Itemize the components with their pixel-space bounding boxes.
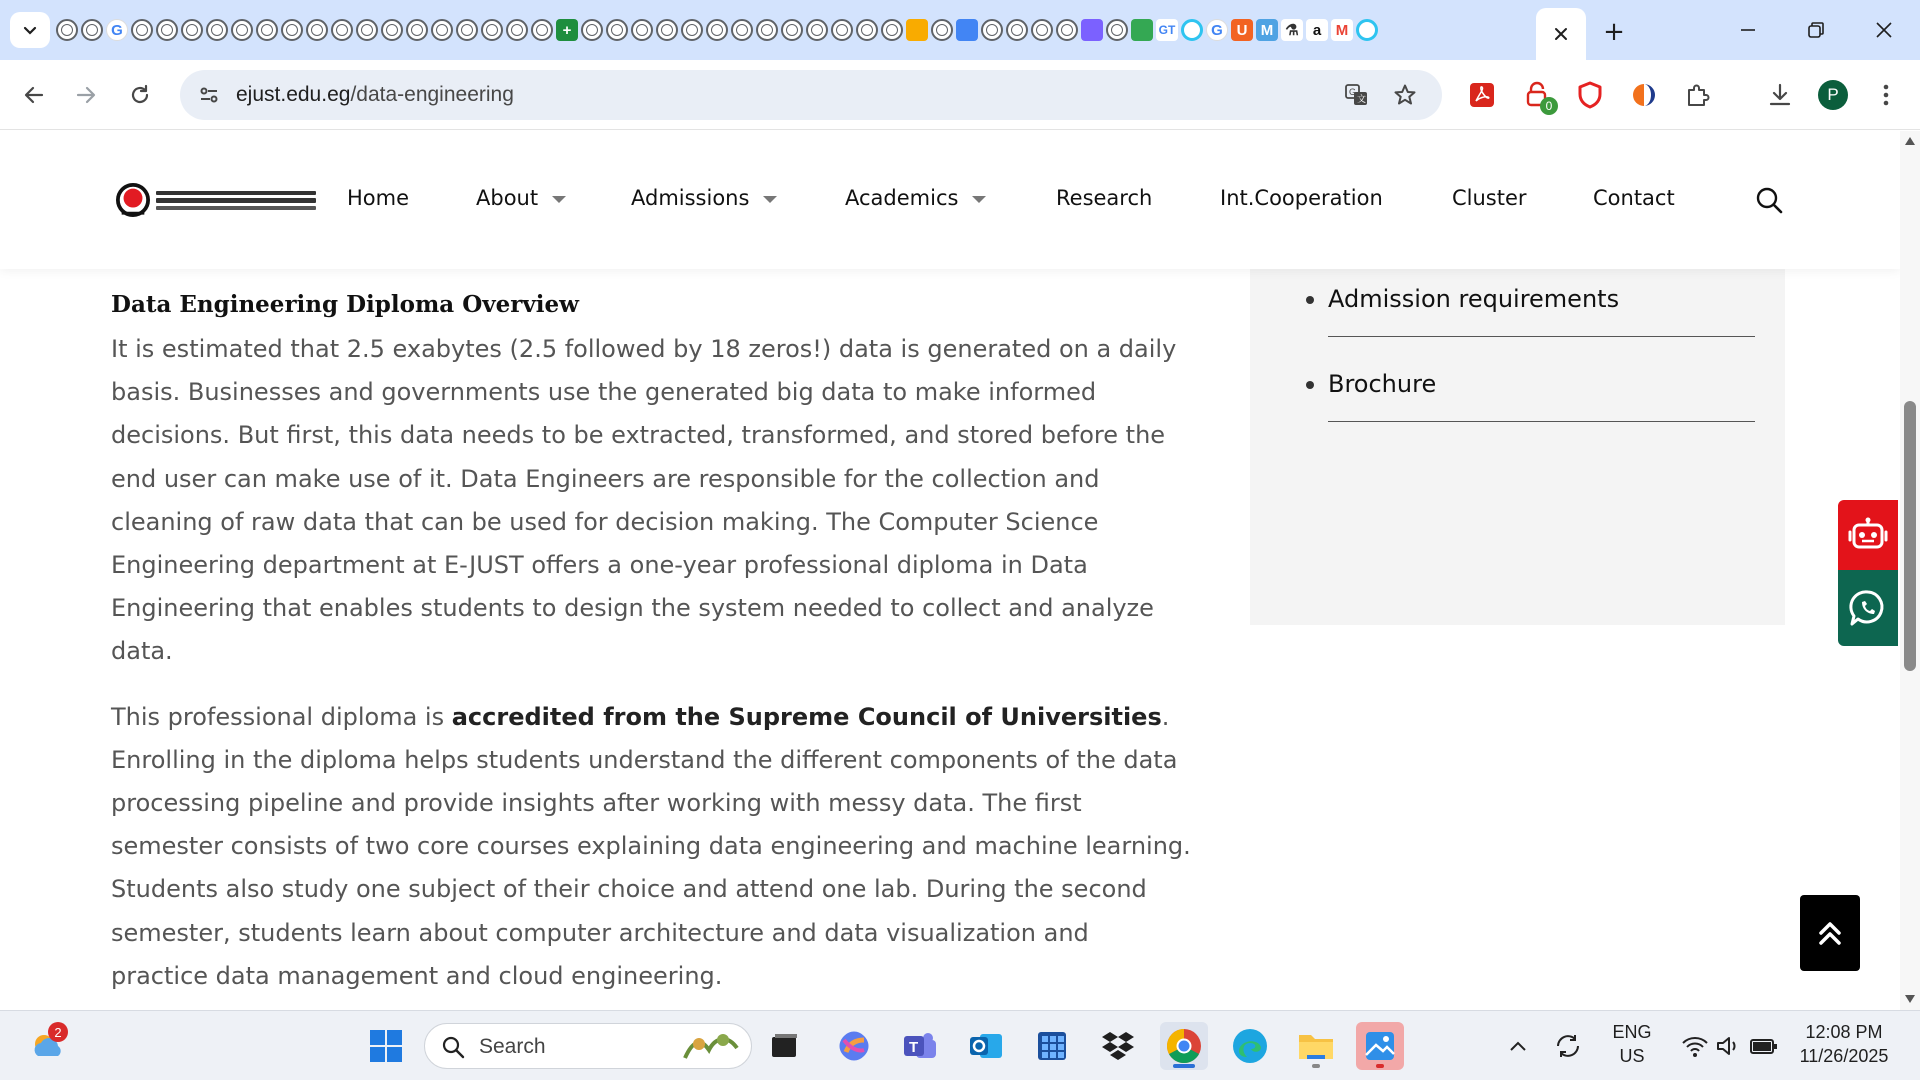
bookmark-star-icon[interactable]	[1390, 80, 1420, 110]
close-icon	[1875, 21, 1893, 39]
chevron-down-icon	[972, 196, 986, 203]
nav-research[interactable]	[1056, 186, 1152, 210]
tab-favicon-globe[interactable]	[456, 19, 478, 41]
nav-label: About	[476, 186, 539, 210]
tab-favicon-google[interactable]: G	[106, 19, 128, 41]
sidebar-link-label: Brochure	[1328, 370, 1437, 398]
tab-favicon-globe[interactable]	[206, 19, 228, 41]
calculator-app[interactable]	[1028, 1022, 1076, 1070]
tab-favicon-globe[interactable]	[431, 19, 453, 41]
teams-icon	[902, 1028, 938, 1064]
scrollbar-thumb[interactable]	[1904, 401, 1916, 671]
clock-date: 11/26/2025	[1799, 1046, 1889, 1066]
language-code: ENG	[1612, 1022, 1652, 1042]
nav-admissions[interactable]	[631, 186, 777, 210]
site-info-icon[interactable]	[194, 80, 224, 110]
sidebar-link-label: Admission requirements	[1328, 285, 1620, 313]
windows-taskbar	[0, 1010, 1920, 1080]
edge-app[interactable]	[1226, 1022, 1274, 1070]
tab-favicon-globe[interactable]	[831, 19, 853, 41]
wifi-icon	[1681, 1034, 1709, 1058]
chevron-down-icon	[552, 196, 566, 203]
close-tab-icon[interactable]	[1553, 26, 1569, 42]
overview-paragraph-2	[111, 696, 1191, 998]
arrow-left-icon	[23, 84, 45, 106]
url-text[interactable]	[236, 83, 514, 107]
back-button[interactable]	[14, 75, 54, 115]
tab-favicon-globe[interactable]	[856, 19, 878, 41]
tab-favicon-sheets-icon[interactable]: +	[556, 19, 578, 41]
site-header	[0, 131, 1900, 269]
pinned-tab-favicons	[56, 16, 1506, 44]
forward-button[interactable]	[66, 75, 106, 115]
quick-settings-button[interactable]	[1668, 1022, 1792, 1070]
profile-avatar[interactable]	[1813, 75, 1853, 115]
extension-badge: 0	[1540, 97, 1558, 115]
dropbox-icon	[1100, 1029, 1136, 1063]
tab-favicon-globe[interactable]	[81, 19, 103, 41]
tab-favicon-m-icon[interactable]: M	[1256, 19, 1278, 41]
folder-icon	[1297, 1029, 1335, 1063]
svg-text:G: G	[1349, 87, 1357, 97]
nav-label: Admissions	[631, 186, 750, 210]
lock-extension-icon[interactable]	[1518, 75, 1558, 115]
university-logo[interactable]	[116, 177, 316, 223]
svg-text:T: T	[909, 1039, 919, 1056]
tab-favicon-globe[interactable]	[231, 19, 253, 41]
whatsapp-icon	[1849, 589, 1887, 627]
page-scrollbar[interactable]	[1900, 131, 1920, 1010]
photos-app[interactable]	[1356, 1022, 1404, 1070]
tab-favicon-globe[interactable]	[681, 19, 703, 41]
tab-favicon-docs-icon[interactable]	[956, 19, 978, 41]
sidebar-links-panel	[1250, 269, 1785, 625]
nav-label: Research	[1056, 186, 1153, 210]
tab-favicon-globe[interactable]	[306, 19, 328, 41]
volume-icon	[1715, 1034, 1743, 1058]
address-bar[interactable]	[180, 70, 1442, 120]
active-app-indicator	[1173, 1064, 1195, 1068]
windows-logo-icon	[369, 1029, 403, 1063]
edge-icon	[1231, 1027, 1269, 1065]
tab-favicon-globe[interactable]	[981, 19, 1003, 41]
tab-favicon-globe[interactable]	[631, 19, 653, 41]
tab-favicon-globe[interactable]	[1031, 19, 1053, 41]
chevron-down-icon	[22, 22, 38, 38]
tab-favicon-badge-icon[interactable]	[1081, 19, 1103, 41]
outlook-app[interactable]	[962, 1022, 1010, 1070]
tab-favicon-globe[interactable]	[156, 19, 178, 41]
copilot-icon	[836, 1028, 872, 1064]
show-hidden-icons-button[interactable]	[1502, 1022, 1534, 1070]
tab-favicon-globe[interactable]	[731, 19, 753, 41]
nav-contact[interactable]	[1593, 186, 1675, 210]
tab-favicon-globe[interactable]	[56, 19, 78, 41]
web-page	[0, 131, 1900, 1010]
running-app-indicator	[1376, 1064, 1384, 1068]
shield-extension-icon[interactable]	[1570, 75, 1610, 115]
nav-label: Contact	[1593, 186, 1675, 210]
para2-suffix: . Enrolling in the diploma helps students understand the different components of the data processing pipeline and provide insights after working with messy data. The first semester consists of two core courses explaining data engineering and machine learning. Students also study one subject of their choice and attend one lab. During the second semester, students learn about computer architecture and data visualization and practice data management and cloud engineering.	[111, 702, 1191, 990]
dropbox-app[interactable]	[1094, 1022, 1142, 1070]
copilot-app[interactable]	[830, 1022, 878, 1070]
task-view-icon	[769, 1031, 799, 1061]
tab-favicon-amazon-icon[interactable]: a	[1306, 19, 1328, 41]
search-icon	[1755, 186, 1783, 214]
nav-academics[interactable]	[845, 186, 986, 210]
chrome-app[interactable]	[1160, 1022, 1208, 1070]
nav-label: Int.Cooperation	[1220, 186, 1383, 210]
nav-label: Academics	[845, 186, 959, 210]
nav-int-cooperation[interactable]	[1220, 186, 1383, 210]
keyboard-layout: US	[1619, 1046, 1645, 1066]
browser-toolbar	[0, 60, 1920, 130]
tab-favicon-globe[interactable]	[1006, 19, 1028, 41]
pdf-extension-icon[interactable]	[1462, 75, 1502, 115]
back-to-top-button[interactable]	[1800, 895, 1860, 971]
tab-favicon-globe[interactable]	[256, 19, 278, 41]
tab-favicon-globe[interactable]	[1056, 19, 1078, 41]
downloads-icon[interactable]	[1760, 75, 1800, 115]
system-clock[interactable]	[1794, 1022, 1894, 1067]
whatsapp-button[interactable]	[1838, 570, 1898, 646]
scroll-down-arrow-icon[interactable]	[1905, 995, 1915, 1003]
search-highlight-illustration-icon	[679, 1030, 743, 1064]
url-path: /data-engineering	[350, 83, 514, 106]
task-view-button[interactable]	[760, 1022, 808, 1070]
overview-paragraph-1: It is estimated that 2.5 exabytes (2.5 followed by 18 zeros!) data is generated on a daily basis. Businesses and governments use the generated big data to make informed decisions. But first, this data needs to be extracted, transformed, and stored before the end user can make use of it. Data Engineers are responsible for the collection and cleaning of raw data that can be used for decision making. The Computer Science Engineering department at E-JUST offers a one-year professional diploma in Data Engineering that enables students to design the system needed to collect and analyze data.	[111, 335, 1177, 666]
language-indicator[interactable]	[1606, 1022, 1658, 1067]
file-explorer-app[interactable]	[1292, 1022, 1340, 1070]
teams-app[interactable]	[896, 1022, 944, 1070]
photos-icon	[1363, 1029, 1397, 1063]
main-content	[111, 291, 1191, 998]
sidebar-link-admission-requirements[interactable]	[1328, 269, 1755, 337]
tab-favicon-ring-icon[interactable]	[1181, 19, 1203, 41]
tab-favicon-globe[interactable]	[506, 19, 528, 41]
outlook-icon	[968, 1028, 1004, 1064]
tab-favicon-globe[interactable]	[606, 19, 628, 41]
kebab-menu-icon	[1882, 83, 1890, 107]
sidebar-link-brochure[interactable]	[1328, 354, 1755, 422]
sync-tray-icon[interactable]	[1550, 1022, 1586, 1070]
battery-icon	[1749, 1034, 1779, 1058]
site-search-button[interactable]	[1752, 183, 1786, 217]
minimize-button[interactable]	[1716, 6, 1780, 54]
bullet-icon	[1306, 381, 1314, 389]
accreditation-highlight: accredited from the Supreme Council of Universities	[451, 702, 1162, 731]
overview-heading: Data Engineering Diploma Overview	[111, 291, 579, 318]
restore-icon	[1807, 21, 1825, 39]
tab-favicon-google[interactable]: G	[1206, 19, 1228, 41]
tab-favicon-gmail-icon[interactable]: M	[1331, 19, 1353, 41]
start-button[interactable]	[362, 1022, 410, 1070]
bullet-icon	[1306, 296, 1314, 304]
tab-favicon-udemy-icon[interactable]: U	[1231, 19, 1253, 41]
taskbar-search-box[interactable]	[424, 1023, 752, 1069]
tab-favicon-globe[interactable]	[781, 19, 803, 41]
double-chevron-up-icon	[1817, 919, 1843, 947]
tab-favicon-globe[interactable]	[381, 19, 403, 41]
tab-search-button[interactable]	[10, 12, 50, 48]
running-app-indicator	[1312, 1064, 1320, 1068]
weather-widget[interactable]	[24, 1022, 72, 1070]
tab-favicon-globe[interactable]	[1106, 19, 1128, 41]
browser-tab-strip	[0, 0, 1920, 60]
sync-icon	[1554, 1032, 1582, 1060]
nav-home[interactable]	[347, 186, 409, 210]
tab-favicon-flask-icon[interactable]: ⚗	[1281, 19, 1303, 41]
notification-badge: 2	[48, 1022, 68, 1042]
para2-prefix: This professional diploma is	[111, 702, 452, 731]
tab-favicon-globe[interactable]	[531, 19, 553, 41]
tab-favicon-globe[interactable]	[356, 19, 378, 41]
tab-favicon-globe[interactable]	[581, 19, 603, 41]
browser-menu-button[interactable]	[1866, 75, 1906, 115]
tab-favicon-globe[interactable]	[131, 19, 153, 41]
nav-label: Home	[347, 186, 410, 210]
extensions-puzzle-icon[interactable]	[1678, 75, 1718, 115]
new-tab-button[interactable]: +	[1603, 17, 1625, 47]
tab-favicon-globe[interactable]	[931, 19, 953, 41]
tab-favicon-ring-icon[interactable]	[1356, 19, 1378, 41]
tab-favicon-drive-icon[interactable]	[1131, 19, 1153, 41]
chatbot-button[interactable]	[1838, 500, 1898, 570]
reload-button[interactable]	[120, 75, 160, 115]
clock-time: 12:08 PM	[1805, 1022, 1883, 1042]
scroll-up-arrow-icon[interactable]	[1905, 137, 1915, 145]
restore-button[interactable]	[1784, 6, 1848, 54]
svg-text:文: 文	[1357, 94, 1367, 104]
tab-favicon-slides-icon[interactable]	[906, 19, 928, 41]
ejust-logo-emblem	[116, 178, 150, 222]
tab-favicon-globe[interactable]	[806, 19, 828, 41]
tab-favicon-globe[interactable]	[656, 19, 678, 41]
chevron-down-icon	[763, 196, 777, 203]
half-moon-extension-icon[interactable]	[1624, 75, 1664, 115]
chrome-icon	[1165, 1027, 1203, 1065]
tab-favicon-globe[interactable]	[881, 19, 903, 41]
arrow-right-icon	[75, 84, 97, 106]
nav-about[interactable]	[476, 186, 566, 210]
chevron-up-icon	[1509, 1040, 1527, 1052]
url-domain: ejust.edu.eg	[236, 83, 351, 106]
minimize-icon	[1739, 21, 1757, 39]
tab-favicon-globe[interactable]	[181, 19, 203, 41]
nav-label: Cluster	[1452, 186, 1527, 210]
tab-favicon-globe[interactable]	[756, 19, 778, 41]
search-icon	[441, 1035, 465, 1059]
active-tab[interactable]	[1536, 8, 1586, 60]
calculator-grid-icon	[1035, 1029, 1069, 1063]
tab-favicon-globe[interactable]	[706, 19, 728, 41]
tab-favicon-globe[interactable]	[406, 19, 428, 41]
profile-initial: P	[1818, 80, 1848, 110]
tab-favicon-globe[interactable]	[481, 19, 503, 41]
logo-wordmark	[156, 191, 316, 210]
nav-cluster[interactable]	[1452, 186, 1527, 210]
translate-icon[interactable]	[1342, 80, 1372, 110]
tab-favicon-globe[interactable]	[281, 19, 303, 41]
tab-favicon-globe[interactable]	[331, 19, 353, 41]
search-placeholder: Search	[479, 1035, 546, 1058]
tab-favicon-translate-icon[interactable]: GT	[1156, 19, 1178, 41]
reload-icon	[129, 84, 151, 106]
close-window-button[interactable]	[1852, 6, 1916, 54]
robot-icon	[1848, 517, 1888, 553]
